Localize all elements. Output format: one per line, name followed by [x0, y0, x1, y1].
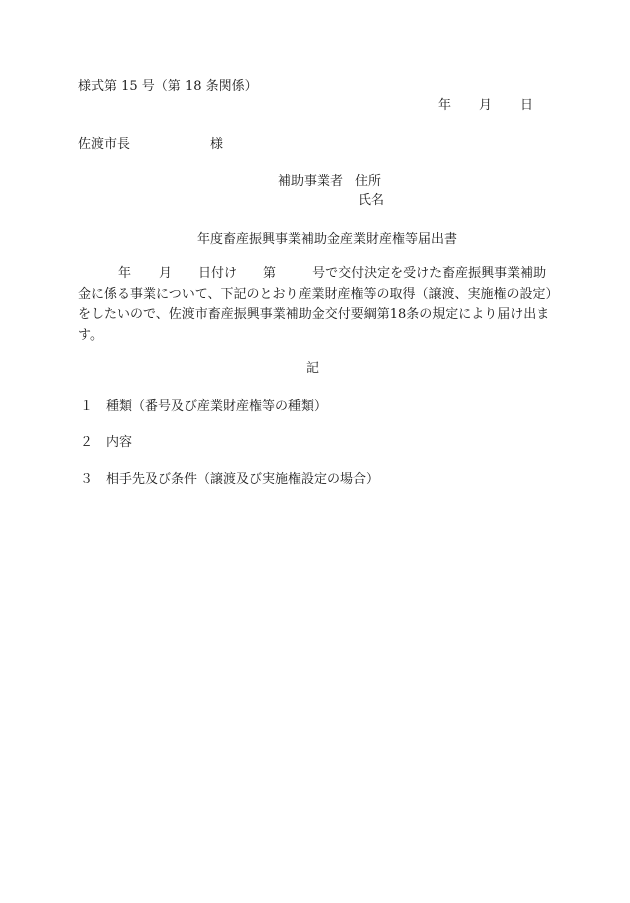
item-label: 種類（番号及び産業財産権等の種類）: [106, 399, 328, 414]
date-line: [438, 98, 533, 114]
document-title: 年度畜産振興事業補助金産業財産権等届出書: [197, 232, 458, 247]
applicant-label: 補助事業者: [278, 174, 344, 189]
body-text: 号で交付決定を受けた畜産振興事業補助金に係る事業について、下記のとおり産業財産権等の取得（譲渡、実施権の設定）をしたいので、佐渡市畜産振興事業補助金交付要綱第18条の規定により届け出ます。: [78, 266, 552, 343]
date-month-label: 月: [479, 98, 493, 113]
list-item: [80, 399, 327, 415]
item-number: ３: [80, 472, 94, 487]
addressee-name: 佐渡市長: [78, 137, 131, 152]
item-number: ２: [80, 435, 94, 450]
body-month: 月: [159, 266, 173, 281]
body-number-prefix: 第: [263, 266, 277, 281]
item-label: 相手先及び条件（譲渡及び実施権設定の場合）: [106, 472, 380, 487]
applicant-address-line: [278, 174, 381, 190]
form-number: 様式第 15 号（第 18 条関係）: [78, 79, 258, 94]
body-year: 年: [118, 266, 132, 281]
list-item: [80, 435, 132, 451]
addressee: [78, 137, 223, 153]
name-label: 氏名: [358, 193, 385, 208]
list-item: [80, 472, 379, 488]
addressee-honorific: 様: [210, 137, 224, 152]
item-label: 内容: [106, 435, 133, 450]
address-label: 住所: [355, 174, 382, 189]
date-year-label: 年: [438, 98, 452, 113]
date-day-label: 日: [520, 98, 534, 113]
body-date-suffix: 日付け: [198, 266, 238, 281]
body-paragraph: [78, 264, 558, 346]
ki-heading: 記: [306, 361, 320, 376]
item-number: １: [80, 399, 94, 414]
